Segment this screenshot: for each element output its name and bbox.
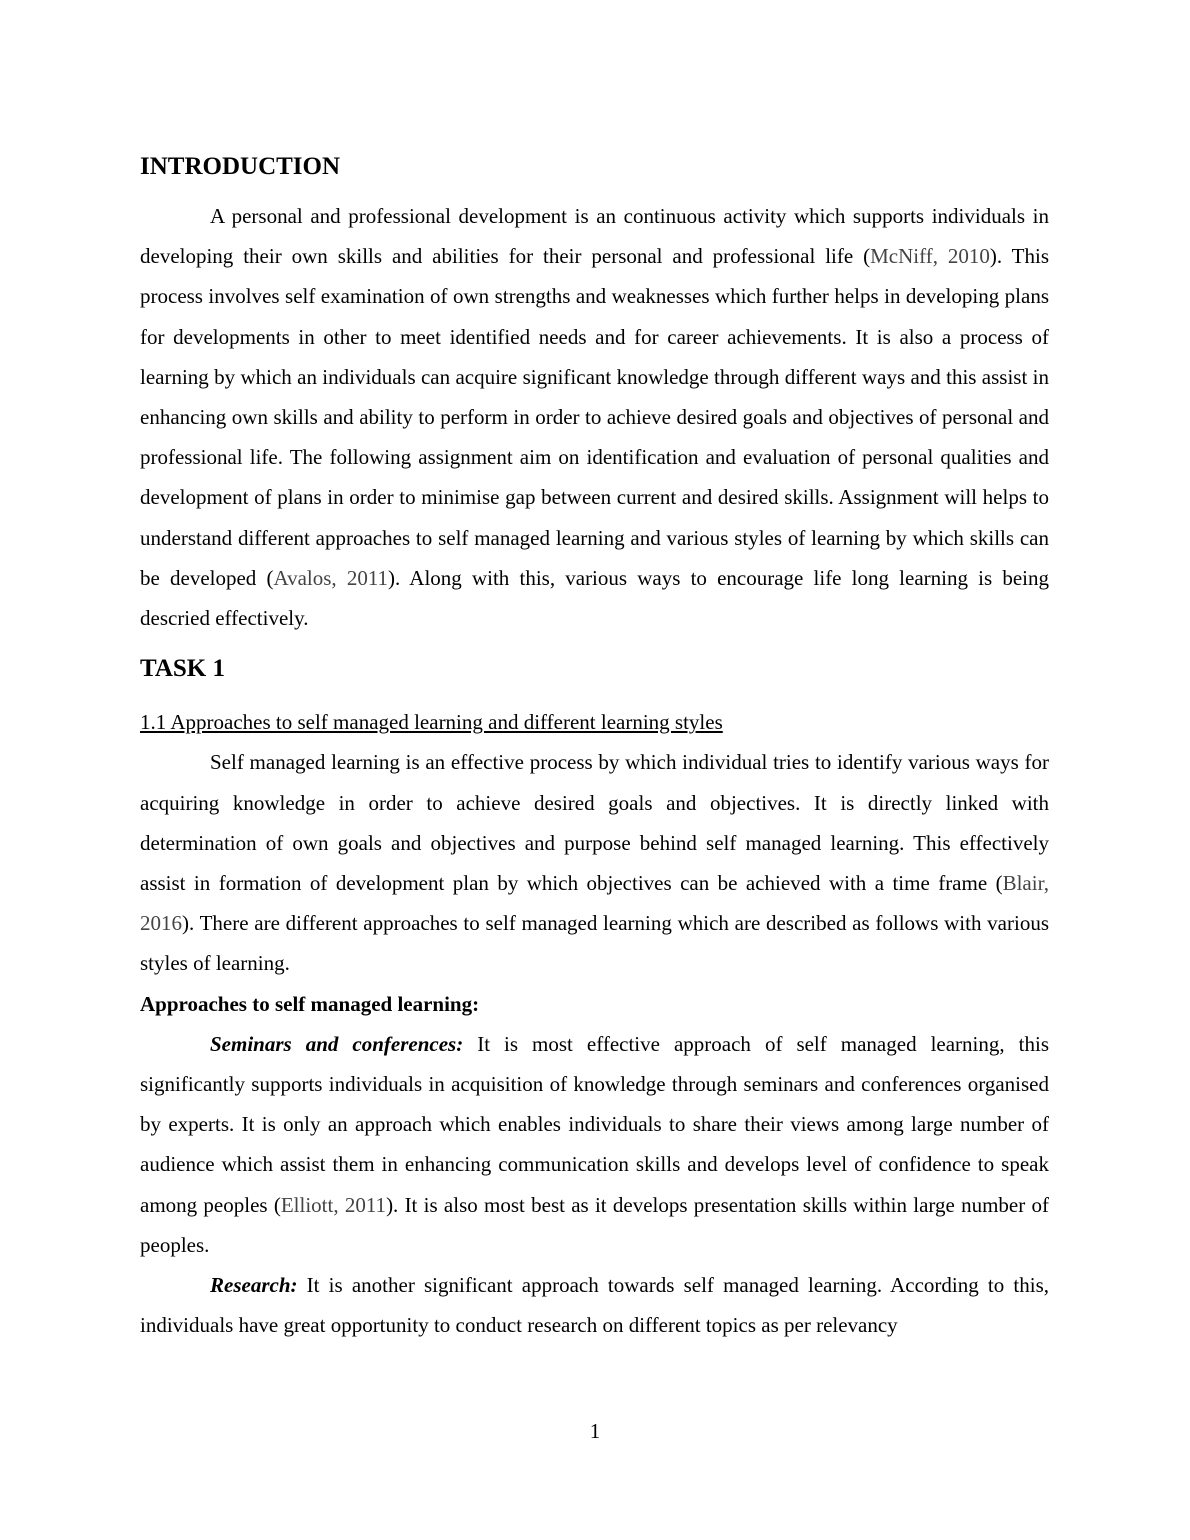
research-term: Research: <box>210 1273 298 1298</box>
citation-mcniff: McNiff, 2010 <box>870 244 990 269</box>
introduction-heading: INTRODUCTION <box>140 153 341 180</box>
introduction-paragraph <box>140 196 1049 638</box>
seminars-term: Seminars and conferences: <box>210 1031 464 1056</box>
research-text: It is another significant approach towards self managed learning. According to this, individuals have great opportunity to conduct research on different topics as per relevancy <box>140 1273 1049 1338</box>
intro-text-part-1: A personal and professional development is an continuous activity which supports individuals in developing their own skills and abilities for their personal and professional life ( <box>140 204 1049 269</box>
task1-heading: TASK 1 <box>140 655 225 683</box>
intro-text-part-3: ). Along with this, various ways to encourage life long learning is being descried effectively. <box>140 565 1049 631</box>
task1-subheading: 1.1 Approaches to self managed learning and different learning styles <box>140 710 723 735</box>
task1-text-part-1: Self managed learning is an effective process by which individual tries to identify various ways for acquiring knowledge in order to achieve desired goals and objectives. It is directly linked with determination of own goals and objectives and purpose behind self managed learning. This effectively assist in formation of development plan by which objectives can be achieved with a time frame ( <box>140 750 1049 896</box>
citation-elliott: Elliott, 2011 <box>280 1192 387 1217</box>
page-content <box>140 148 1049 1345</box>
approaches-heading: Approaches to self managed learning: <box>140 991 480 1016</box>
page-number: 1 <box>589 1419 601 1443</box>
citation-avalos: Avalos, 2011 <box>273 565 389 590</box>
seminars-text-part-2: ). It is also most best as it develops presentation skills within large number of peoples. <box>140 1192 1049 1257</box>
self-managed-learning-paragraph <box>140 742 1049 983</box>
seminars-text-part-1: It is most effective approach of self managed learning, this significantly supports individuals in acquisition of knowledge through seminars and conferences organised by experts. It is only an approach which enables individuals to share their views among large number of audience which assist them in enhancing communication skills and develops level of confidence to speak among peoples ( <box>140 1031 1049 1217</box>
citation-blair: Blair, 2016 <box>140 871 1049 936</box>
intro-text-part-2: ). This process involves self examination of own strengths and weaknesses which further helps in developing plans for developments in other to meet identified needs and for career achievements. It is also a process of learning by which an individuals can acquire significant knowledge through different ways and this assist in enhancing own skills and ability to perform in order to achieve desired goals and objectives of personal and professional life. The following assignment aim on identification and evaluation of personal qualities and development of plans in order to minimise gap between current and desired skills. Assignment will helps to understand different approaches to self managed learning and various styles of learning by which skills can be developed ( <box>140 244 1049 590</box>
research-paragraph <box>140 1265 1049 1345</box>
task1-text-part-2: ). There are different approaches to self managed learning which are described as follows with various styles of learning. <box>140 911 1049 976</box>
seminars-paragraph <box>140 1024 1049 1265</box>
